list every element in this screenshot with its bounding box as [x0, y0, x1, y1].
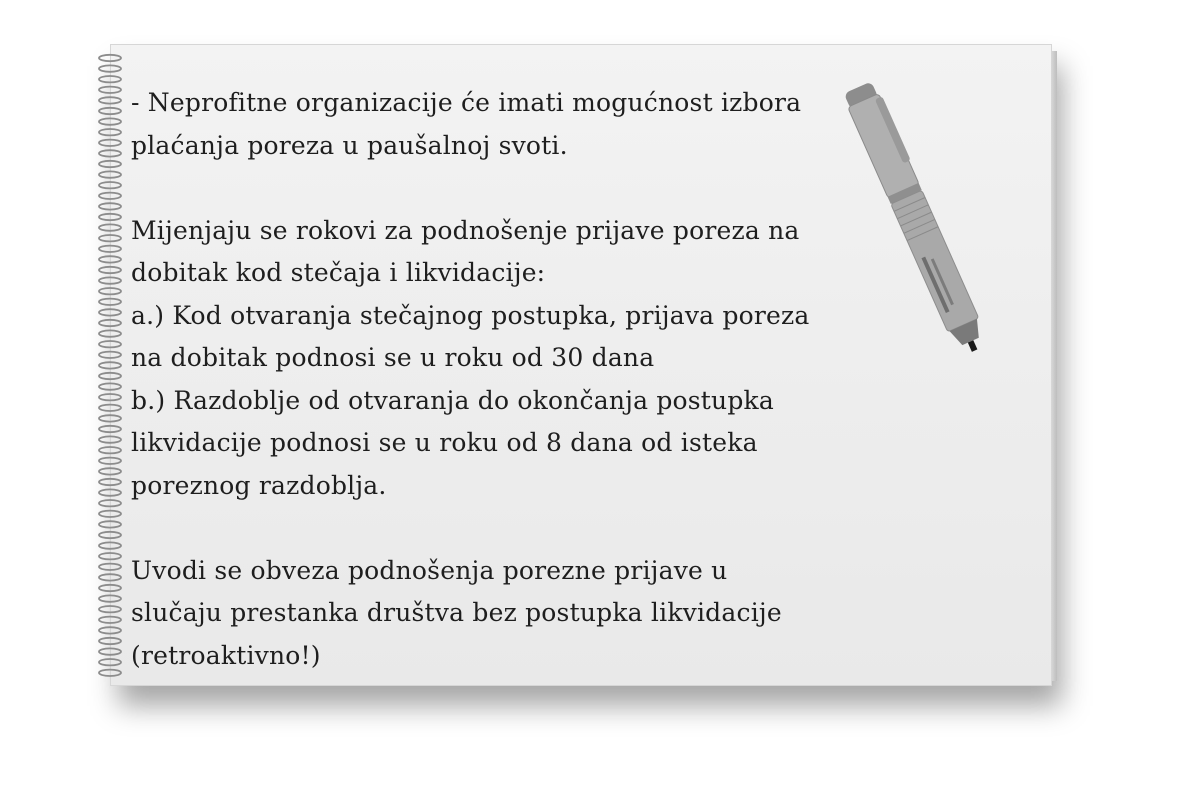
spiral-ring	[99, 118, 121, 124]
spiral-ring	[99, 553, 121, 559]
spiral-ring	[99, 288, 121, 294]
spiral-ring	[99, 320, 121, 326]
spiral-ring	[99, 542, 121, 548]
spiral-ring	[99, 606, 121, 612]
spiral-ring	[99, 521, 121, 527]
spiral-ring	[99, 362, 121, 368]
spiral-ring	[99, 585, 121, 591]
spiral-ring	[99, 352, 121, 358]
spiral-ring	[99, 214, 121, 220]
spiral-ring	[99, 479, 121, 485]
paragraph-deadlines: Mijenjaju se rokovi za podnošenje prijave poreza na dobitak kod stečaja i likvidacije: a.) Kod otvaranja stečajnog postupka, prijava poreza na dobitak podnosi se u roku od 30 dana b.) Razdoblje od otvaranja do okončanja postupka likvidacije podnosi se u roku od 8 dana od isteka poreznog razdoblja.	[131, 215, 810, 500]
spiral-ring	[99, 405, 121, 411]
paragraph-spacer	[131, 167, 871, 210]
spiral-ring	[99, 182, 121, 188]
note-text	[131, 82, 871, 677]
spiral-ring	[99, 193, 121, 199]
spiral-ring	[99, 394, 121, 400]
spiral-ring	[99, 670, 121, 676]
spiral-ring	[99, 436, 121, 442]
spiral-ring	[99, 574, 121, 580]
spiral-ring	[99, 659, 121, 665]
spiral-ring	[99, 309, 121, 315]
spiral-ring	[99, 246, 121, 252]
spiral-ring	[99, 277, 121, 283]
spiral-binding	[92, 52, 128, 682]
spiral-ring	[99, 341, 121, 347]
spiral-ring	[99, 468, 121, 474]
spiral-ring	[99, 564, 121, 570]
spiral-ring	[99, 648, 121, 654]
spiral-ring	[99, 203, 121, 209]
spiral-ring	[99, 373, 121, 379]
paragraph-obligation: Uvodi se obveza podnošenja porezne prijave u slučaju prestanka društva bez postupka likvidacije (retroaktivno!)	[131, 555, 782, 670]
spiral-ring	[99, 76, 121, 82]
spiral-ring	[99, 627, 121, 633]
spiral-ring	[99, 224, 121, 230]
spiral-ring	[99, 171, 121, 177]
spiral-ring	[99, 458, 121, 464]
paragraph-nonprofit: - Neprofitne organizacije će imati mogućnost izbora plaćanja poreza u paušalnoj svoti.	[131, 88, 802, 160]
spiral-ring	[99, 87, 121, 93]
spiral-ring	[99, 383, 121, 389]
spiral-ring	[99, 447, 121, 453]
spiral-ring	[99, 140, 121, 146]
paragraph-spacer	[131, 507, 871, 550]
spiral-ring	[99, 97, 121, 103]
spiral-ring	[99, 299, 121, 305]
spiral-ring	[99, 489, 121, 495]
spiral-ring	[99, 415, 121, 421]
spiral-ring	[99, 500, 121, 506]
pen-icon	[838, 66, 998, 366]
spiral-ring	[99, 638, 121, 644]
spiral-ring	[99, 595, 121, 601]
spiral-ring	[99, 235, 121, 241]
spiral-ring	[99, 511, 121, 517]
spiral-ring	[99, 256, 121, 262]
spiral-ring	[99, 108, 121, 114]
spiral-ring	[99, 129, 121, 135]
spiral-ring	[99, 617, 121, 623]
spiral-ring	[99, 161, 121, 167]
spiral-ring	[99, 330, 121, 336]
spiral-ring	[99, 150, 121, 156]
spiral-ring	[99, 65, 121, 71]
spiral-ring	[99, 426, 121, 432]
spiral-ring	[99, 532, 121, 538]
spiral-ring	[99, 267, 121, 273]
spiral-ring	[99, 55, 121, 61]
